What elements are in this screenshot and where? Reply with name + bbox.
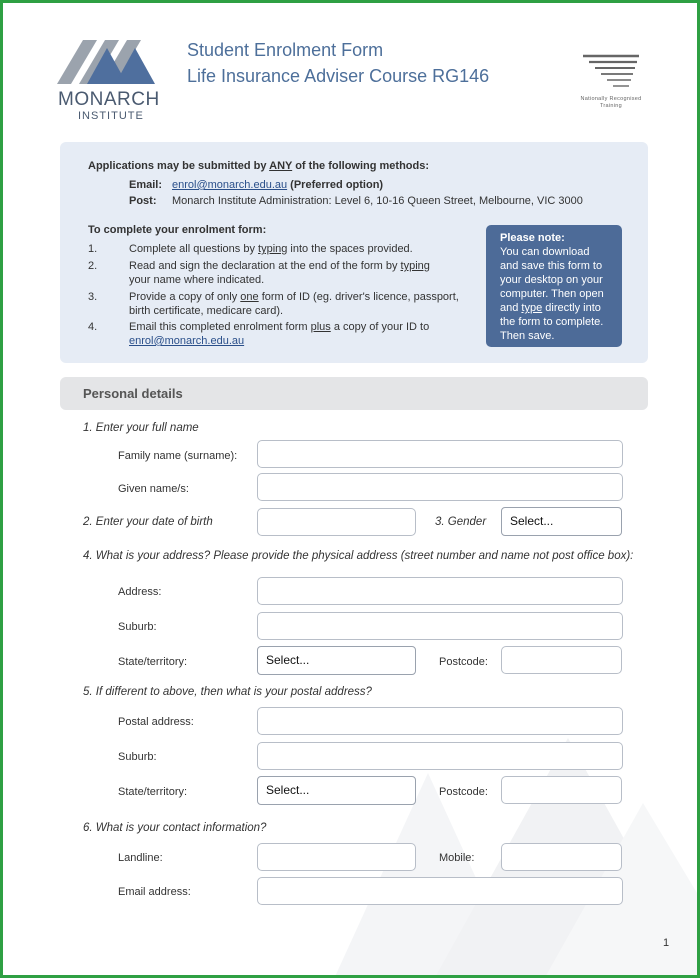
step-text-3: Provide a copy of only one form of ID (eg. driver's licence, passport, birth certificate, medicare card). <box>129 291 459 317</box>
question-3: 3. Gender <box>435 516 487 528</box>
postcode-field[interactable] <box>501 646 622 674</box>
email-address-field[interactable] <box>257 877 623 905</box>
step-email-link[interactable]: enrol@monarch.edu.au <box>129 335 245 347</box>
monarch-logo-icon <box>57 38 157 88</box>
page-title: Student Enrolment Form <box>187 40 384 60</box>
date-of-birth-field[interactable] <box>257 508 416 536</box>
postal-state-select[interactable]: Select... <box>257 776 416 805</box>
question-5: 5. If different to above, then what is your postal address? <box>83 686 372 698</box>
question-1: 1. Enter your full name <box>83 422 199 434</box>
step-number-4: 4. <box>88 321 98 333</box>
address-field[interactable] <box>257 577 623 605</box>
suburb-field[interactable] <box>257 612 623 640</box>
logo-subtitle: INSTITUTE <box>78 110 144 122</box>
step-number-3: 3. <box>88 291 98 303</box>
email-address-label: Email address: <box>118 886 191 898</box>
postal-suburb-label: Suburb: <box>118 751 157 763</box>
email-method-label: Email: <box>129 179 163 191</box>
note-line-6: the form to complete. <box>500 316 604 328</box>
step-text-1: Complete all questions by typing into the spaces provided. <box>129 243 413 255</box>
complete-heading: To complete your enrolment form: <box>88 224 267 236</box>
post-method-value: Monarch Institute Administration: Level 6, 10-16 Queen Street, Melbourne, VIC 3000 <box>172 195 583 207</box>
personal-details-title: Personal details <box>83 386 183 401</box>
postal-postcode-label: Postcode: <box>439 786 488 798</box>
postal-address-field[interactable] <box>257 707 623 735</box>
note-line-3: your desktop on your <box>500 274 603 286</box>
suburb-label: Suburb: <box>118 621 157 633</box>
gender-select[interactable]: Select... <box>501 507 622 536</box>
postcode-label: Postcode: <box>439 656 488 668</box>
family-name-label: Family name (surname): <box>118 450 238 462</box>
nrt-logo-icon <box>581 53 641 93</box>
note-line-4: computer. Then open <box>500 288 604 300</box>
nrt-label <box>569 96 653 110</box>
enrol-email-link[interactable]: enrol@monarch.edu.au <box>172 179 288 191</box>
note-line-1: You can download <box>500 246 590 258</box>
logo-name: MONARCH <box>58 89 160 110</box>
given-name-label: Given name/s: <box>118 483 189 495</box>
note-line-5: and type directly into <box>500 302 601 314</box>
step-number-1: 1. <box>88 243 98 255</box>
mobile-field[interactable] <box>501 843 622 871</box>
landline-label: Landline: <box>118 852 163 864</box>
note-title: Please note: <box>500 232 565 244</box>
page-subtitle: Life Insurance Adviser Course RG146 <box>187 66 490 86</box>
note-line-2: and save this form to <box>500 260 603 272</box>
question-4: 4. What is your address? Please provide the physical address (street number and name not post office box): <box>83 550 634 562</box>
question-2: 2. Enter your date of birth <box>83 516 213 528</box>
given-name-field[interactable] <box>257 473 623 501</box>
email-method-value: enrol@monarch.edu.au (Preferred option) <box>172 179 384 191</box>
post-method-label: Post: <box>129 195 157 207</box>
family-name-field[interactable] <box>257 440 623 468</box>
postal-address-label: Postal address: <box>118 716 194 728</box>
postal-state-label: State/territory: <box>118 786 188 798</box>
mobile-label: Mobile: <box>439 852 475 864</box>
page-number: 1 <box>663 937 670 949</box>
step-text-2: Read and sign the declaration at the end of the form by typing your name where indicated. <box>129 260 430 286</box>
nrt-line-1: Nationally Recognised <box>580 96 642 102</box>
note-line-7: Then save. <box>500 330 555 342</box>
step-text-4: Email this completed enrolment form plus a copy of your ID to enrol@monarch.edu.au <box>129 321 430 347</box>
landline-field[interactable] <box>257 843 416 871</box>
please-note-box <box>486 225 622 347</box>
postal-postcode-field[interactable] <box>501 776 622 804</box>
state-select[interactable]: Select... <box>257 646 416 675</box>
nrt-line-2: Training <box>599 103 623 109</box>
postal-suburb-field[interactable] <box>257 742 623 770</box>
step-number-2: 2. <box>88 260 98 272</box>
methods-heading: Applications may be submitted by ANY of the following methods: <box>88 160 430 172</box>
address-label: Address: <box>118 586 162 598</box>
question-6: 6. What is your contact information? <box>83 822 267 834</box>
state-label: State/territory: <box>118 656 188 668</box>
